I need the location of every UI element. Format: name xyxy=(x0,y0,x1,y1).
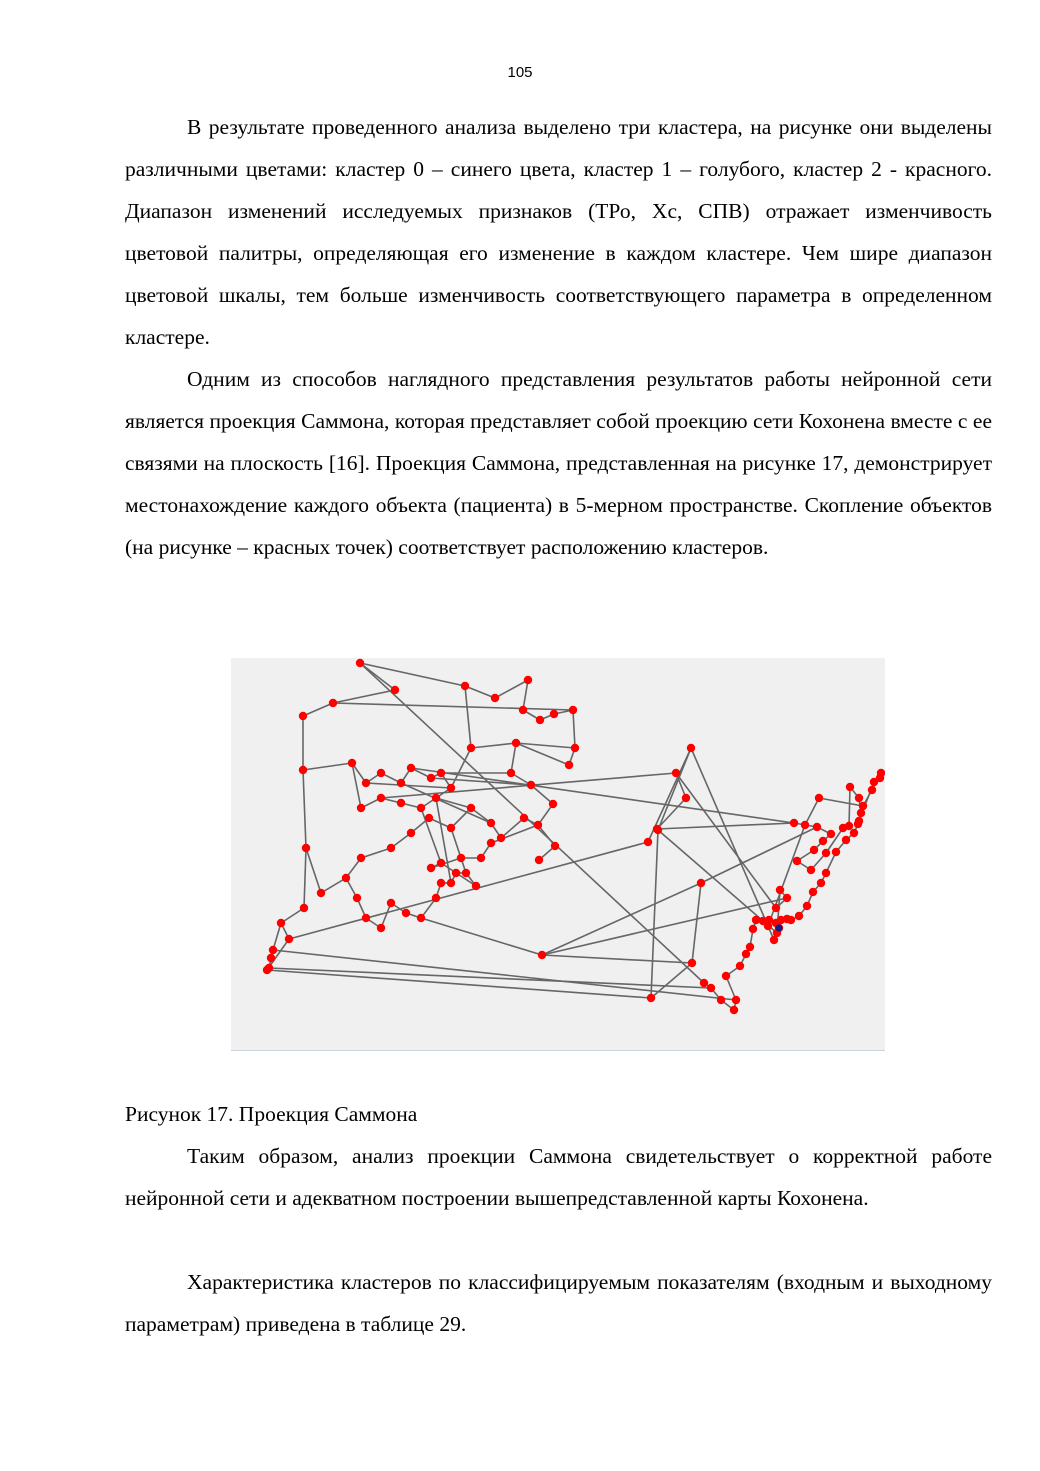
network-edge xyxy=(361,848,391,858)
network-node xyxy=(447,824,455,832)
network-node xyxy=(391,686,399,694)
network-node xyxy=(447,879,455,887)
network-edge xyxy=(436,798,451,883)
network-edge xyxy=(691,748,768,926)
network-node xyxy=(397,799,405,807)
network-node xyxy=(267,954,275,962)
network-edge xyxy=(273,923,281,950)
network-node xyxy=(527,781,535,789)
paragraph-text: Таким образом, анализ проекции Саммона свидетельствует о корректной работе нейронной сети и адекватном построении вышепредставленной карты Кохонена. xyxy=(125,1144,992,1210)
network-node xyxy=(653,825,661,833)
network-node xyxy=(425,814,433,822)
network-node xyxy=(427,774,435,782)
network-node xyxy=(377,794,385,802)
network-node xyxy=(520,814,528,822)
network-edge xyxy=(495,680,528,698)
network-node xyxy=(550,710,558,718)
network-node xyxy=(491,694,499,702)
network-node xyxy=(407,764,415,772)
network-edge xyxy=(511,743,516,773)
network-node xyxy=(565,761,573,769)
network-node xyxy=(467,744,475,752)
network-node xyxy=(807,866,815,874)
paragraph-conclusion xyxy=(125,1135,992,1219)
network-node xyxy=(855,817,863,825)
network-edge xyxy=(321,878,346,893)
network-node xyxy=(688,959,696,967)
network-node xyxy=(697,879,705,887)
network-node xyxy=(813,823,821,831)
network-node xyxy=(377,769,385,777)
network-node xyxy=(467,804,475,812)
network-node xyxy=(855,794,863,802)
network-node xyxy=(263,966,271,974)
network-node xyxy=(299,766,307,774)
network-node xyxy=(387,899,395,907)
network-node xyxy=(277,919,285,927)
network-node xyxy=(512,739,520,747)
network-node xyxy=(329,699,337,707)
network-node xyxy=(472,882,480,890)
page-number: 105 xyxy=(507,64,533,81)
network-node xyxy=(707,984,715,992)
network-node xyxy=(736,962,744,970)
network-node xyxy=(787,916,795,924)
figure-caption xyxy=(125,1093,992,1135)
network-node xyxy=(571,744,579,752)
network-node xyxy=(402,909,410,917)
network-node xyxy=(437,879,445,887)
network-edge xyxy=(306,848,321,893)
network-node xyxy=(356,659,364,667)
network-edge xyxy=(421,918,542,955)
paragraph-sammon-projection xyxy=(125,358,992,568)
network-node xyxy=(569,706,577,714)
network-node xyxy=(269,946,277,954)
network-node xyxy=(536,716,544,724)
network-node xyxy=(437,769,445,777)
network-node xyxy=(300,904,308,912)
network-node xyxy=(846,783,854,791)
network-node xyxy=(832,848,840,856)
figure-caption-text: Рисунок 17. Проекция Саммона xyxy=(125,1102,418,1126)
sammon-projection-figure xyxy=(231,658,885,1051)
network-node xyxy=(822,869,830,877)
network-edge xyxy=(304,848,306,908)
network-node xyxy=(507,769,515,777)
network-node xyxy=(551,842,559,850)
network-edge xyxy=(269,968,711,988)
sammon-projection-plot xyxy=(231,658,885,1050)
network-node xyxy=(357,854,365,862)
network-node xyxy=(730,1006,738,1014)
network-edge xyxy=(333,703,573,710)
network-node xyxy=(810,846,818,854)
network-edge xyxy=(303,703,333,716)
network-node xyxy=(722,972,730,980)
network-node xyxy=(348,759,356,767)
network-node xyxy=(842,836,850,844)
network-node xyxy=(487,819,495,827)
network-node xyxy=(776,886,784,894)
network-node xyxy=(417,804,425,812)
network-edge xyxy=(303,763,352,770)
network-node xyxy=(793,857,801,865)
paragraph-text: В результате проведенного анализа выделено три кластера, на рисунке они выделены различными цветами: кластер 0 – синего цвета, кластер 1 – голубого, кластер 2 - красного. Диапазон изменений исследуемых признаков (ТРо, Хс, СПВ) отражает изменчивость цветовой палитры, определяющая его изменение в каждом кластере. Чем шире диапазон цветовой шкалы, тем больше изменчивость соответствующего параметра в определенном кластере. xyxy=(125,115,992,349)
network-node xyxy=(342,874,350,882)
network-edge xyxy=(542,883,701,955)
network-edge xyxy=(303,770,306,848)
network-node xyxy=(524,676,532,684)
highlight-node xyxy=(775,924,782,931)
network-node xyxy=(432,894,440,902)
paragraph-text: Характеристика кластеров по классифицируемым показателям (входным и выходному параметрам) приведена в таблице 29. xyxy=(125,1270,992,1336)
network-edge xyxy=(465,686,471,748)
network-node xyxy=(672,769,680,777)
network-node xyxy=(764,922,772,930)
network-node xyxy=(870,778,878,786)
network-node xyxy=(644,838,652,846)
network-node xyxy=(427,864,435,872)
network-node xyxy=(815,794,823,802)
network-edge xyxy=(471,743,516,748)
paragraph-clusters-description xyxy=(125,106,992,358)
network-edge xyxy=(289,842,648,939)
network-node xyxy=(417,914,425,922)
network-node xyxy=(362,914,370,922)
network-node xyxy=(538,951,546,959)
network-node xyxy=(772,904,780,912)
network-node xyxy=(362,779,370,787)
network-node xyxy=(647,994,655,1002)
network-node xyxy=(803,902,811,910)
network-node xyxy=(387,844,395,852)
network-node xyxy=(461,682,469,690)
network-node xyxy=(809,888,817,896)
network-node xyxy=(770,936,778,944)
network-node xyxy=(353,894,361,902)
network-nodes xyxy=(263,659,885,1014)
network-node xyxy=(377,924,385,932)
network-edge xyxy=(465,686,495,698)
network-edge xyxy=(651,830,658,998)
network-node xyxy=(839,824,847,832)
network-node xyxy=(700,979,708,987)
network-edge xyxy=(411,768,794,823)
network-node xyxy=(535,856,543,864)
network-node xyxy=(822,849,830,857)
network-node xyxy=(447,784,455,792)
network-node xyxy=(285,935,293,943)
network-node xyxy=(746,943,754,951)
network-node xyxy=(549,800,557,808)
paragraph-table-reference xyxy=(125,1261,992,1345)
network-node xyxy=(452,869,460,877)
network-edge xyxy=(333,690,395,703)
network-edges xyxy=(267,663,881,1010)
network-node xyxy=(827,830,835,838)
network-node xyxy=(534,821,542,829)
network-edge xyxy=(451,808,471,828)
network-node xyxy=(859,802,867,810)
network-edge xyxy=(542,955,692,963)
network-node xyxy=(783,894,791,902)
network-node xyxy=(850,829,858,837)
network-node xyxy=(801,821,809,829)
network-node xyxy=(817,879,825,887)
network-edge xyxy=(523,680,528,710)
network-node xyxy=(868,786,876,794)
network-node xyxy=(299,712,307,720)
network-node xyxy=(317,889,325,897)
network-edge xyxy=(573,710,575,748)
network-node xyxy=(497,834,505,842)
network-node xyxy=(432,794,440,802)
network-node xyxy=(717,996,725,1004)
network-node xyxy=(397,779,405,787)
network-node xyxy=(687,744,695,752)
network-node xyxy=(487,839,495,847)
network-edge xyxy=(701,827,817,883)
network-node xyxy=(795,912,803,920)
paragraph-text: Одним из способов наглядного представления результатов работы нейронной сети является проекция Саммона, которая представляет собой проекцию сети Кохонена вместе с ее связями на плоскость [16]. Проекция Саммона, представленная на рисунке 17, демонстрирует местонахождение каждого объекта (пациента) в 5-мерном пространстве. Скопление объектов (на рисунке – красных точек) соответствует расположению кластеров. xyxy=(125,367,992,559)
network-edge xyxy=(451,828,466,873)
network-node xyxy=(457,854,465,862)
network-node xyxy=(732,996,740,1004)
network-node xyxy=(437,859,445,867)
network-node xyxy=(477,854,485,862)
network-edge xyxy=(805,798,819,825)
network-node xyxy=(302,844,310,852)
network-edge xyxy=(360,663,704,983)
network-edge xyxy=(849,787,850,826)
network-edge xyxy=(451,748,471,788)
network-node xyxy=(519,706,527,714)
network-edge xyxy=(692,883,701,963)
network-node xyxy=(819,837,827,845)
network-node xyxy=(407,829,415,837)
network-node xyxy=(682,794,690,802)
network-node xyxy=(749,925,757,933)
network-edge xyxy=(401,783,491,823)
network-node xyxy=(790,819,798,827)
network-edge xyxy=(366,783,451,788)
network-node xyxy=(462,869,470,877)
network-node xyxy=(357,804,365,812)
